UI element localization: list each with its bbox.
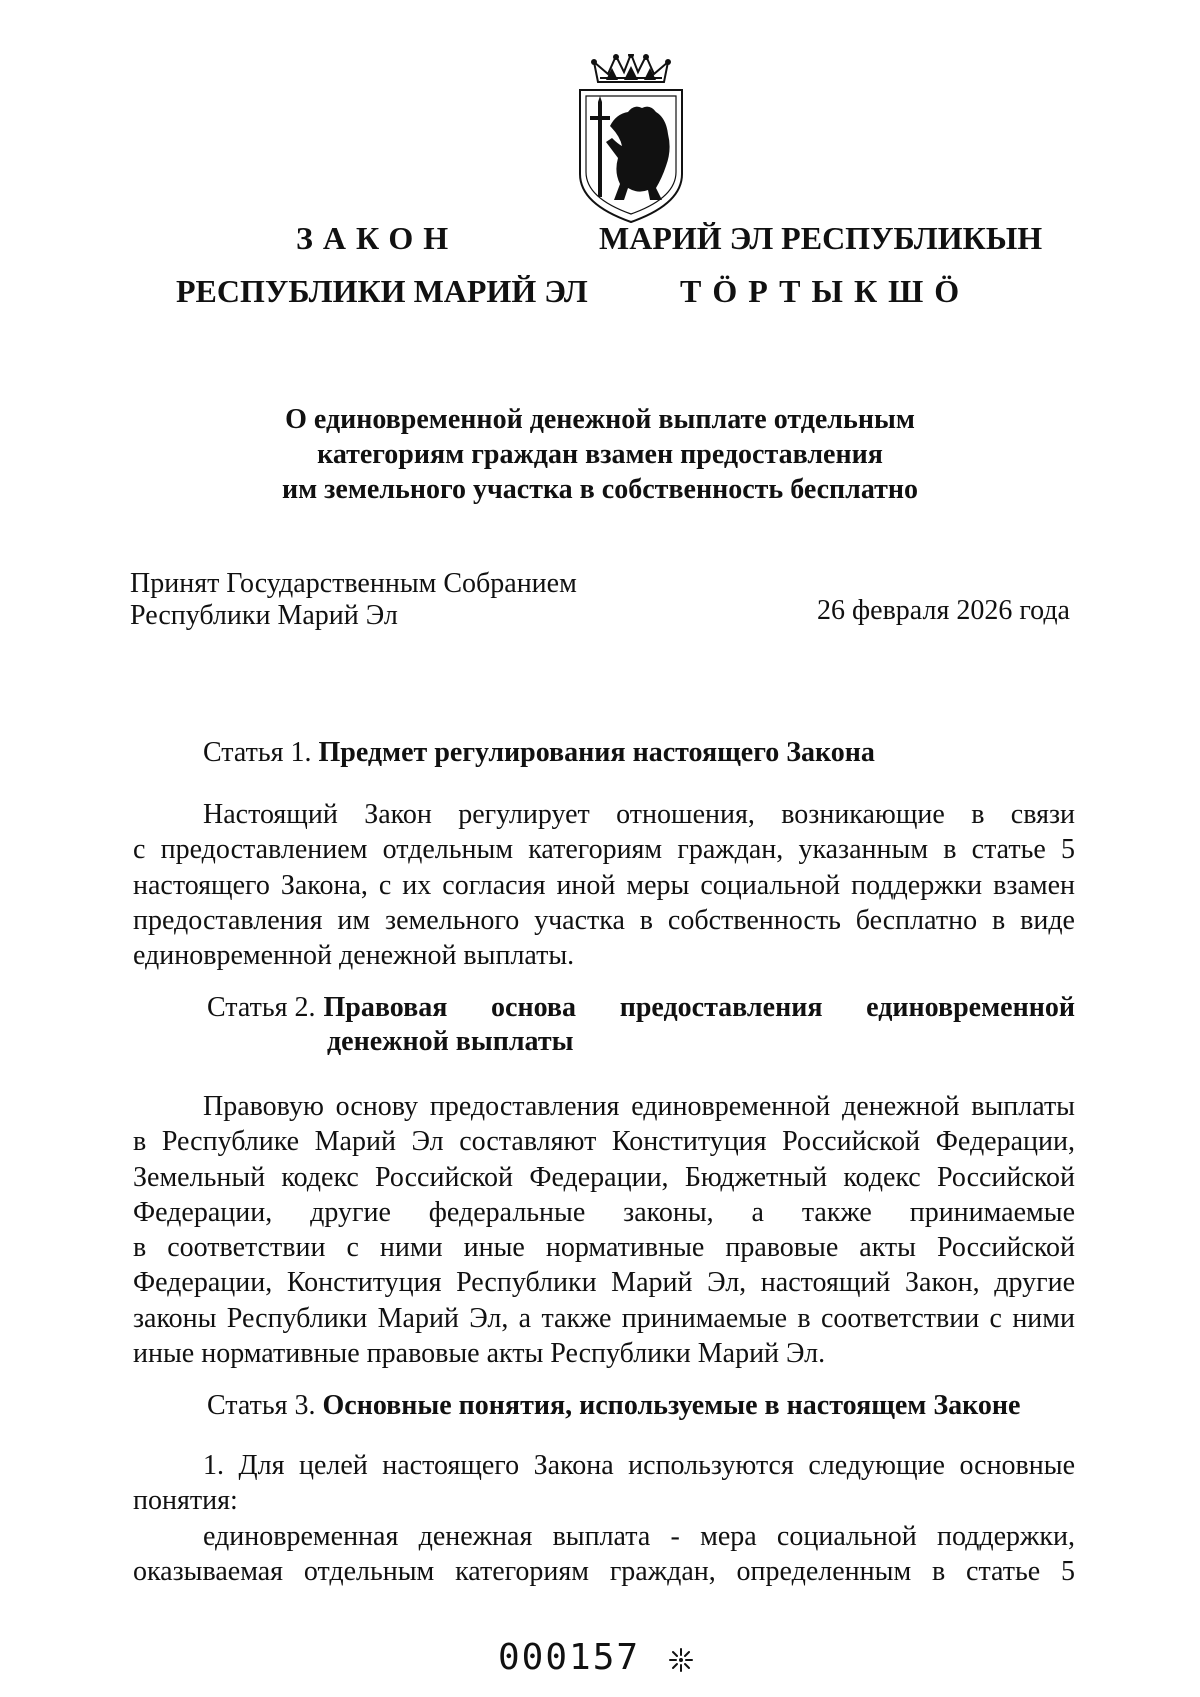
- paragraph-line: Настоящий Закон регулирует отношения, возникающие в связи: [203, 799, 1075, 830]
- article-3-heading: [207, 1389, 1020, 1423]
- article-1-title: Предмет регулирования настоящего Закона: [318, 737, 875, 768]
- article-1-label: Статья 1.: [203, 737, 312, 768]
- asterisk-mark-icon: [668, 1647, 694, 1673]
- article-3-body: [133, 1448, 1075, 1589]
- article-2-body: [133, 1089, 1075, 1371]
- article-3-title: Основные понятия, используемые в настоящем Законе: [322, 1390, 1021, 1421]
- article-1-heading: [203, 736, 875, 770]
- article-2-title-line2: денежной выплаты: [327, 1026, 574, 1057]
- coat-of-arms-icon: [576, 54, 686, 224]
- paragraph-line: предоставления им земельного участка в собственность бесплатно в виде: [133, 904, 1075, 936]
- article-2-heading: [207, 991, 1075, 1059]
- article-2-title-line1: Правовая основа предоставления единовременной: [323, 992, 1075, 1023]
- paragraph-line: Федерации, Конституция Республики Марий Эл, настоящий Закон, другие: [133, 1267, 1075, 1299]
- paragraph-line: настоящего Закона, с их согласия иной меры социальной поддержки взамен: [133, 869, 1075, 901]
- paragraph-line: понятия:: [133, 1485, 238, 1517]
- document-serial-number: 000157: [498, 1637, 641, 1678]
- adoption-line: Принят Государственным Собранием: [130, 568, 577, 599]
- title-line: им земельного участка в собственность бесплатно: [281, 474, 919, 505]
- header-republic-title: РЕСПУБЛИКИ МАРИЙ ЭЛ: [176, 273, 588, 309]
- title-line: О единовременной денежной выплате отдельным: [285, 404, 915, 435]
- paragraph-line: с предоставлением отдельным категориям граждан, указанным в статье 5: [133, 834, 1075, 866]
- header-mari-republic-title: МАРИЙ ЭЛ РЕСПУБЛИКЫН: [599, 220, 1043, 256]
- paragraph-line: в Республике Марий Эл составляют Конституция Российской Федерации,: [133, 1126, 1075, 1158]
- paragraph-line: Правовую основу предоставления единовременной денежной выплаты: [203, 1091, 1075, 1122]
- adoption-date: 26 февраля 2026 года: [817, 595, 1070, 626]
- paragraph-line: 1. Для целей настоящего Закона используются следующие основные: [203, 1450, 1075, 1481]
- header-law-title: ЗАКОН: [296, 220, 459, 256]
- header-mari-law-title: ТӦРТЫКШӦ: [680, 273, 971, 309]
- paragraph-line: единовременная денежная выплата - мера социальной поддержки,: [203, 1520, 1075, 1552]
- paragraph-line: Федерации, другие федеральные законы, а также принимаемые: [133, 1196, 1075, 1228]
- paragraph-line: единовременной денежной выплаты.: [133, 940, 575, 972]
- paragraph-line: в соответствии с ними иные нормативные правовые акты Российской: [133, 1232, 1075, 1264]
- adoption-block: [130, 568, 577, 632]
- paragraph-line: оказываемая отдельным категориям граждан, определенным в статье 5: [133, 1555, 1075, 1587]
- article-1-body: [133, 797, 1075, 973]
- paragraph-line: законы Республики Марий Эл, а также принимаемые в соответствии с ними: [133, 1302, 1075, 1334]
- adoption-line: Республики Марий Эл: [130, 600, 398, 631]
- paragraph-line: иные нормативные правовые акты Республики Марий Эл.: [133, 1338, 826, 1370]
- article-3-label: Статья 3.: [207, 1390, 316, 1421]
- paragraph-line: Земельный кодекс Российской Федерации, Бюджетный кодекс Российской: [133, 1161, 1075, 1193]
- document-title: [150, 402, 1050, 507]
- title-line: категориям граждан взамен предоставления: [317, 439, 883, 470]
- article-2-label: Статья 2.: [207, 992, 316, 1023]
